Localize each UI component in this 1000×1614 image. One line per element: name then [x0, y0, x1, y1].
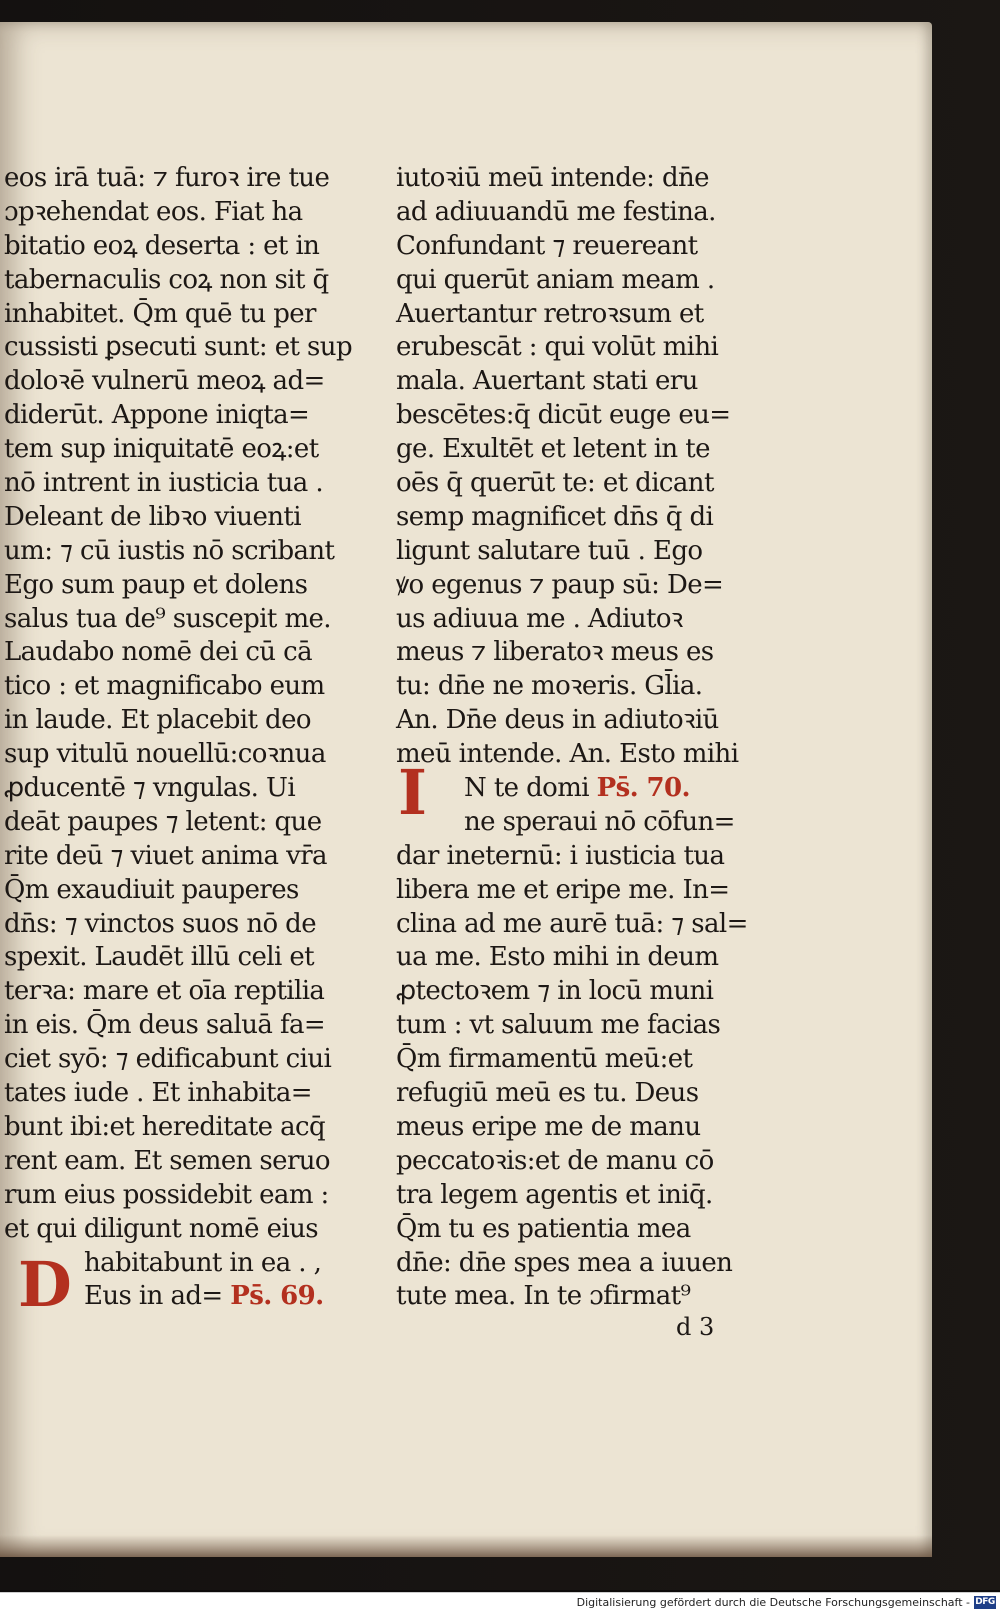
text-line: bescētes:q̄ dicūt euge eu=: [396, 400, 731, 431]
text-line: rum eius possidebit eam :: [4, 1179, 329, 1210]
text-line: erubescāt : qui volūt mihi: [396, 332, 719, 363]
text-line: Eus in ad= Ps̄. 69.: [84, 1281, 324, 1312]
text-line: N te domi Ps̄. 70.: [464, 773, 690, 804]
text-line: sup vitulū nouellū:coꝛnua: [4, 739, 326, 770]
text-line: um: ⁊ cū iustis nō scribant: [4, 535, 335, 566]
text-line: bunt ibi:et hereditate acq̄: [4, 1111, 326, 1142]
signature-mark: d 3: [676, 1313, 715, 1341]
text-line: ciet syō: ⁊ edificabunt ciui: [4, 1044, 332, 1075]
text-line: tum : vt saluum me facias: [396, 1010, 721, 1041]
text-line: tem sup iniquitatē eoꝝ:et: [4, 434, 319, 465]
text-line: tra legem agentis et iniq̄.: [396, 1179, 713, 1210]
text-line: Q̄m tu es patientia mea: [396, 1213, 691, 1244]
text-line: ua me. Esto mihi in deum: [396, 942, 719, 973]
text-line: us adiuua me . Adiutoꝛ: [396, 603, 683, 634]
text-line: tute mea. In te ɔfirmat⁹: [396, 1281, 691, 1312]
text-line: peccatoꝛis:et de manu cō: [396, 1145, 714, 1176]
text-line: ad adiuuandū me festina.: [396, 196, 716, 227]
text-line: rent eam. Et semen seruo: [4, 1145, 330, 1176]
text-line: ɔpꝛehendat eos. Fiat ha: [4, 196, 303, 227]
text-line: tabernaculis coꝝ non sit q̄: [4, 264, 329, 295]
text-line: in laude. Et placebit deo: [4, 705, 311, 736]
text-line: oēs q̄ querūt te: et dicant: [396, 468, 714, 499]
text-line: clina ad me aurē tuā: ⁊ sal=: [396, 908, 748, 939]
text-line: Deleant de libꝛo viuenti: [4, 501, 301, 532]
text-line: meū intende. An. Esto mihi: [396, 739, 739, 770]
text-line: spexit. Laudēt illū celi et: [4, 942, 315, 973]
text-line: refugiū meū es tu. Deus: [396, 1078, 699, 1109]
text-line: Laudabo nomē dei cū cā: [4, 637, 312, 668]
text-column-right: [396, 162, 786, 1314]
digitization-footer: [0, 1592, 1000, 1614]
text-line: salus tua de⁹ suscepit me.: [4, 603, 331, 634]
text-line: libera me et eripe me. In=: [396, 874, 730, 905]
text-line: ꝟo egenus ⁊ paup sū: De=: [396, 569, 724, 600]
text-line: et qui diligunt nomē eius: [4, 1213, 318, 1244]
footer-credit: Digitalisierung gefördert durch die Deutsche Forschungsgemeinschaft -: [576, 1596, 970, 1609]
text-line: qui querūt aniam meam .: [396, 264, 715, 295]
decorated-initial-i: I: [398, 756, 428, 829]
decorated-initial-d: D: [18, 1248, 72, 1321]
text-line: ligunt salutare tuū . Ego: [396, 535, 703, 566]
text-line: eos irā tuā: ⁊ furoꝛ ire tue: [4, 163, 330, 193]
text-line: in eis. Q̄m deus saluā fa=: [4, 1010, 326, 1041]
text-line: ge. Exultēt et letent in te: [396, 434, 710, 465]
text-line: Auertantur retroꝛsum et: [396, 298, 704, 329]
text-line: dn̄e: dn̄e spes mea a iuuen: [396, 1247, 733, 1278]
text-line: doloꝛē vulnerū meoꝝ ad=: [4, 366, 325, 397]
text-line: iutoꝛiū meū intende: dn̄e: [396, 163, 709, 193]
text-line: meus ⁊ liberatoꝛ meus es: [396, 637, 714, 668]
text-line: dn̄s: ⁊ vinctos suos nō de: [4, 908, 317, 939]
text-line: ꝓducentē ⁊ vngulas. Ui: [4, 773, 296, 804]
text-column-left: [4, 162, 384, 1321]
text-line: Q̄m firmamentū meū:et: [396, 1044, 693, 1075]
text-line: bitatio eoꝝ deserta : et in: [4, 230, 320, 261]
book-page: [0, 22, 932, 1557]
text-line: Q̄m exaudiuit pauperes: [4, 874, 299, 905]
text-line: An. Dn̄e deus in adiutoꝛiū: [396, 705, 719, 736]
text-line: tates iude . Et inhabita=: [4, 1078, 312, 1109]
text-line: habitabunt in ea . ,: [84, 1247, 322, 1278]
text-line: ne speraui nō cōfun=: [464, 806, 735, 837]
text-line: semp magnificet dn̄s q̄ di: [396, 501, 714, 532]
text-line: nō intrent in iusticia tua .: [4, 468, 324, 499]
text-line: meus eripe me de manu: [396, 1111, 701, 1142]
text-line: Ego sum paup et dolens: [4, 569, 308, 600]
text-line: inhabitet. Q̄m quē tu per: [4, 298, 316, 329]
text-line: rite deū ⁊ viuet anima vr̄a: [4, 840, 327, 871]
text-line: cussisti ꝑsecuti sunt: et sup: [4, 332, 352, 363]
text-line: tu: dn̄e ne moꝛeris. Gl̄ia.: [396, 671, 703, 702]
text-line: Confundant ⁊ reuereant: [396, 230, 698, 261]
text-line: ꝓtectoꝛem ⁊ in locū muni: [396, 976, 714, 1007]
text-line: mala. Auertant stati eru: [396, 366, 698, 397]
text-line: tico : et magnificabo eum: [4, 671, 325, 702]
text-line: diderūt. Appone iniqta=: [4, 400, 310, 431]
dfg-logo-icon: DFG: [975, 1597, 995, 1607]
text-line: terꝛa: mare et oīa reptilia: [4, 976, 325, 1007]
text-line: dar ineternū: i iusticia tua: [396, 840, 725, 871]
text-line: deāt paupes ⁊ letent: que: [4, 806, 322, 837]
